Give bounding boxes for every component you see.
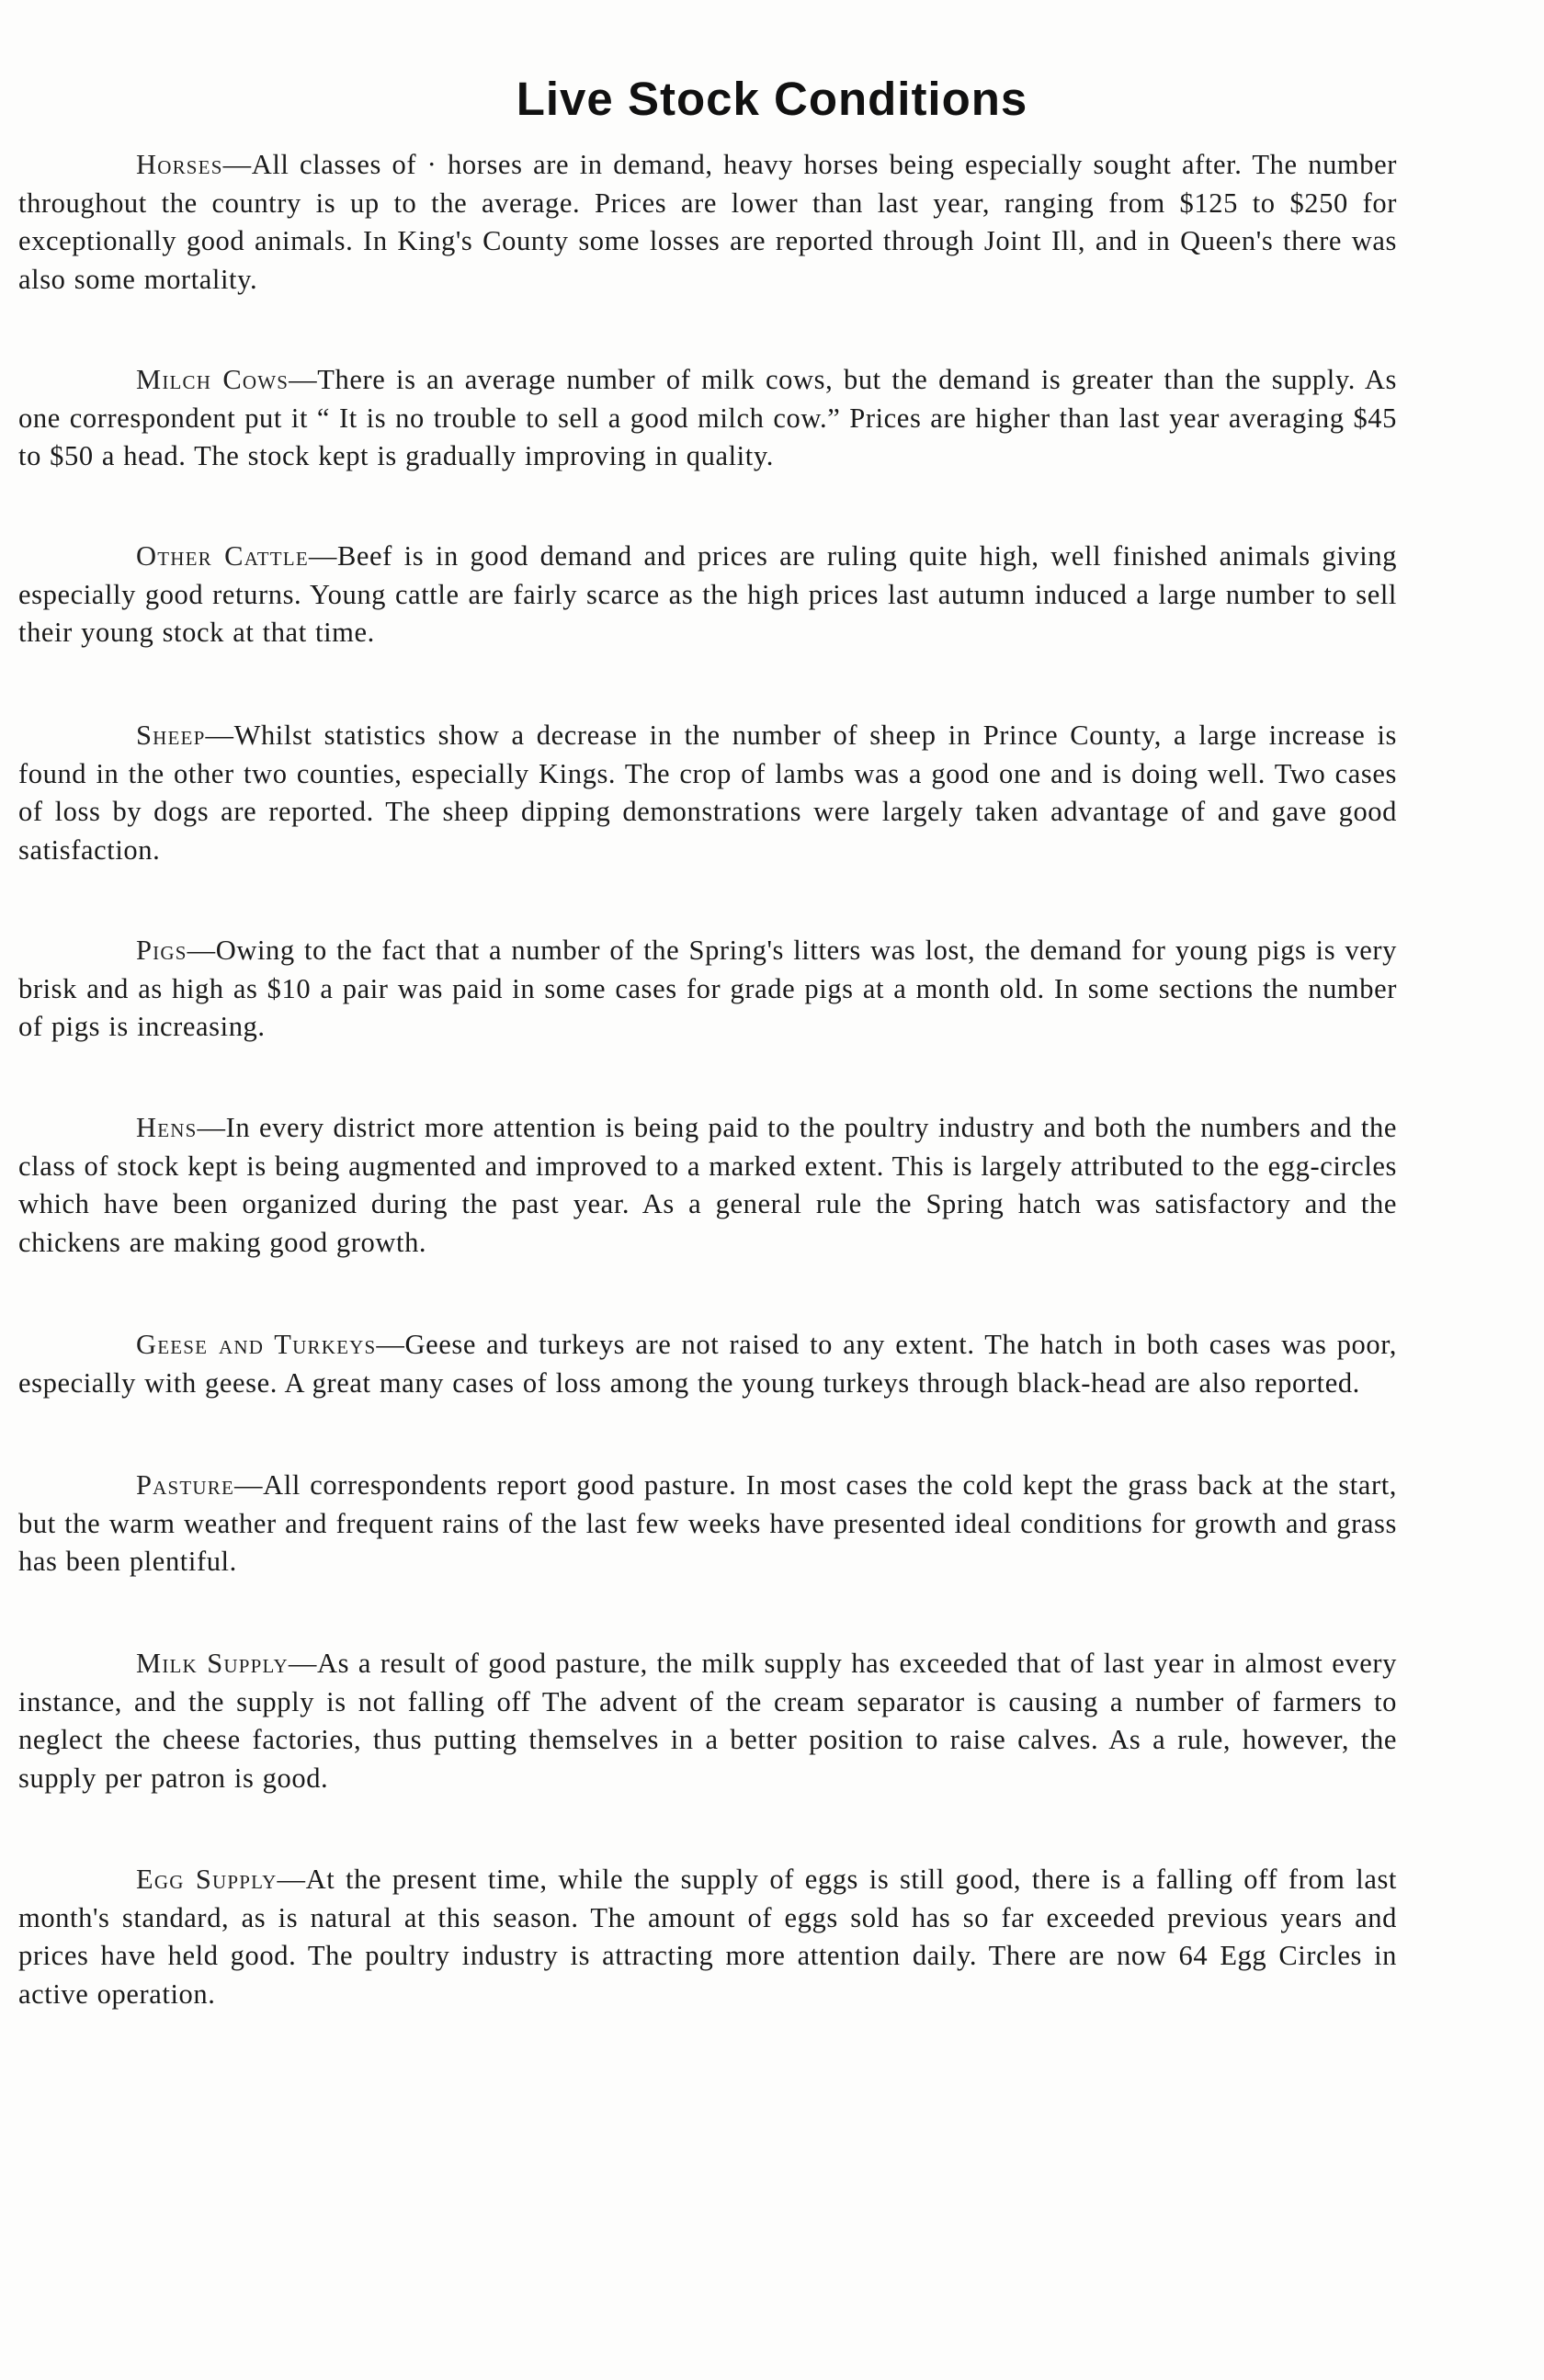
section-text: —There is an average number of milk cows, but the demand is greater than the supply. As one correspondent put it “ It is no trouble to sell a good milch cow.” Prices are higher than last year averaging $45 to $50 a head. The stock kept is gradually improving in quality. xyxy=(18,364,1397,471)
section-text: —Beef is in good demand and prices are ruling quite high, well finished animals giving especially good returns. Young cattle are fairly scarce as the high prices last autumn induced a large number to sell their young stock at that time. xyxy=(18,540,1397,648)
section-heading: Pasture xyxy=(136,1469,235,1501)
section-heading: Other Cattle xyxy=(136,540,309,572)
section-heading: Milch Cows xyxy=(136,364,290,395)
section-egg-supply xyxy=(18,1861,1397,2013)
section-text: —At the present time, while the supply of eggs is still good, there is a falling off from last month's standard, as is natural at this season. The amount of eggs sold has so far exceeded previous years and prices have held good. The poultry industry is attracting more attention daily. There are now 64 Egg Circles in active operation. xyxy=(18,1864,1397,2010)
section-heading: Pigs xyxy=(136,935,187,966)
section-heading: Milk Supply xyxy=(136,1648,289,1679)
section-geese-and-turkeys xyxy=(18,1326,1397,1402)
section-text: —All correspondents report good pasture. In most cases the cold kept the grass back at the start, but the warm weather and frequent rains of the last few weeks have presented ideal conditions for growth and grass has been plentiful. xyxy=(18,1469,1397,1577)
section-heading: Sheep xyxy=(136,720,206,751)
section-text: —Owing to the fact that a number of the Spring's litters was lost, the demand for young pigs is very brisk and as high as $10 a pair was paid in some cases for grade pigs at a month old. In some sections the number of pigs is increasing. xyxy=(18,935,1397,1042)
section-heading: Egg Supply xyxy=(136,1864,278,1895)
section-text: —In every district more attention is being paid to the poultry industry and both the numbers and the class of stock kept is being augmented and improved to a marked extent. This is largely attributed to the egg-circles which have been organized during the past year. As a general rule the Spring hatch was satisfactory and the chickens are making good growth. xyxy=(18,1112,1397,1258)
section-text: —All classes of · horses are in demand, heavy horses being especially sought after. The number throughout the country is up to the average. Prices are lower than last year, ranging from $125 to $250 for exceptionally good animals. In King's County some losses are reported through Joint Ill, and in Queen's there was also some mortality. xyxy=(18,149,1397,295)
section-pigs xyxy=(18,932,1397,1047)
section-text: —Whilst statistics show a decrease in the number of sheep in Prince County, a large increase is found in the other two counties, especially Kings. The crop of lambs was a good one and is doing well. Two cases of loss by dogs are reported. The sheep dipping demonstrations were largely taken advantage of and gave good satisfaction. xyxy=(18,720,1397,866)
section-sheep xyxy=(18,717,1397,869)
section-text: —Geese and turkeys are not raised to any extent. The hatch in both cases was poor, especially with geese. A great many cases of loss among the young turkeys through black-head are also reported. xyxy=(18,1329,1397,1399)
section-heading: Horses xyxy=(136,149,223,180)
section-hens xyxy=(18,1109,1397,1262)
section-milch-cows xyxy=(18,361,1397,476)
page-title: Live Stock Conditions xyxy=(516,73,1028,125)
section-horses xyxy=(18,146,1397,299)
section-heading: Geese and Turkeys xyxy=(136,1329,377,1360)
section-other-cattle xyxy=(18,538,1397,652)
section-milk-supply xyxy=(18,1645,1397,1797)
section-heading: Hens xyxy=(136,1112,198,1143)
section-text: —As a result of good pasture, the milk supply has exceeded that of last year in almost every instance, and the supply is not falling off The advent of the cream separator is causing a number of farmers to neglect the cheese factories, thus putting themselves in a better position to raise calves. As a rule, however, the supply per patron is good. xyxy=(18,1648,1397,1794)
section-pasture xyxy=(18,1467,1397,1581)
